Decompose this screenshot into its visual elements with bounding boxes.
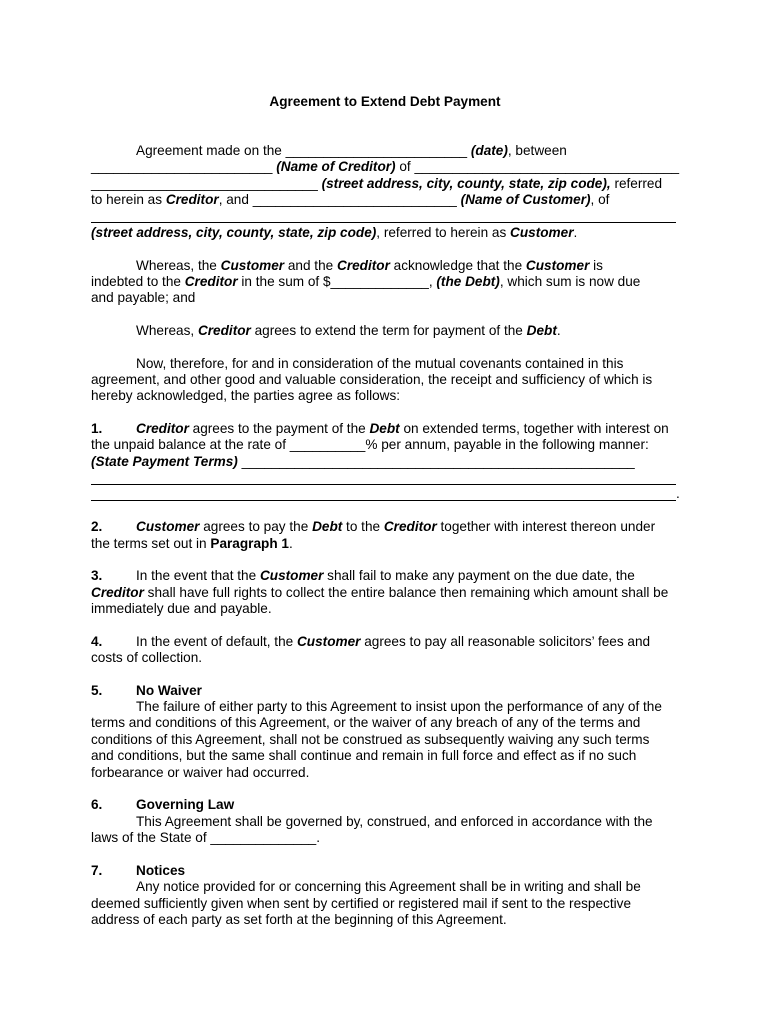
section-7-line-1: Any notice provided for or concerning this Agreement shall be in writing and shall be — [136, 879, 641, 894]
section-2-line-1 — [136, 519, 655, 535]
text: ____________________________________________________ — [237, 454, 635, 469]
text: In the event of default, the — [136, 634, 297, 649]
intro-line-6 — [91, 225, 577, 241]
term-debt: Debt — [312, 519, 343, 534]
intro-line-4 — [91, 192, 609, 208]
term-customer: Customer — [136, 519, 200, 534]
text: acknowledge that the — [389, 258, 526, 273]
text: , and ___________________________ — [218, 192, 461, 207]
blank-line — [91, 484, 676, 485]
term-creditor: Creditor — [184, 274, 238, 289]
blank-line — [91, 222, 676, 223]
whereas2-line — [136, 323, 561, 339]
text: , referred to herein as — [376, 225, 511, 240]
term-creditor: Creditor — [383, 519, 437, 534]
term-creditor: Creditor — [197, 323, 251, 338]
now-therefore-line-2: agreement, and other good and valuable consideration, the receipt and sufficiency of which is — [91, 372, 653, 387]
section-2-line-2 — [91, 536, 293, 552]
intro-line-2 — [91, 159, 679, 175]
document-title: Agreement to Extend Debt Payment — [269, 94, 501, 109]
section-5-line-4: and conditions, but the same shall continue and remain in full force and effect as if no such — [91, 748, 637, 763]
text: on extended terms, together with interest on — [399, 421, 669, 436]
section-3-line-1 — [136, 568, 635, 584]
section-6-heading: Governing Law — [136, 797, 235, 812]
text: , between — [507, 143, 567, 158]
whereas1-line-1 — [136, 258, 603, 274]
text: ______________________________ — [91, 176, 322, 191]
text: . — [573, 225, 578, 240]
section-4-line-2: costs of collection. — [91, 650, 203, 665]
term-debt: Debt — [369, 421, 400, 436]
text: shall fail to make any payment on the due date, the — [323, 568, 635, 583]
now-therefore-line-3: hereby acknowledged, the parties agree as follows: — [91, 388, 401, 403]
term-customer: Customer — [220, 258, 285, 273]
section-5-heading: No Waiver — [136, 683, 202, 698]
term-creditor: Creditor — [91, 585, 144, 600]
term-debt: (the Debt) — [436, 274, 500, 289]
section-3-line-2 — [91, 585, 668, 601]
section-1-line-1 — [136, 421, 669, 437]
section-4-line-1 — [136, 634, 650, 650]
section-1-number: 1. — [91, 421, 103, 436]
section-3-number: 3. — [91, 568, 103, 583]
term-customer: Customer — [510, 225, 574, 240]
text: is — [589, 258, 603, 273]
section-5-number: 5. — [91, 683, 103, 698]
text: in the sum of $_____________, — [237, 274, 437, 289]
text: In the event that the — [136, 568, 260, 583]
section-1-line-3 — [91, 454, 635, 470]
customer-name-placeholder: (Name of Customer) — [460, 192, 591, 207]
date-placeholder: (date) — [470, 143, 508, 158]
section-7-number: 7. — [91, 863, 103, 878]
text: , of — [590, 192, 610, 207]
text: together with interest thereon under — [436, 519, 656, 534]
section-7-heading: Notices — [136, 863, 186, 878]
term-customer: Customer — [525, 258, 590, 273]
intro-line-3 — [91, 176, 662, 192]
now-therefore-line-1: Now, therefore, for and in consideration of the mutual covenants contained in this — [136, 356, 624, 371]
text: agrees to extend the term for payment of the — [250, 323, 527, 338]
section-5-line-2: terms and conditions of this Agreement, or the waiver of any breach of any of the terms and — [91, 715, 641, 730]
term-debt: Debt — [526, 323, 557, 338]
term-creditor: Creditor — [165, 192, 219, 207]
text: shall have full rights to collect the entire balance then remaining which amount shall be — [143, 585, 669, 600]
text: agrees to pay all reasonable solicitors’ fees and — [360, 634, 651, 649]
section-1-end-dot: . — [676, 486, 680, 501]
section-6-number: 6. — [91, 797, 103, 812]
term-creditor: Creditor — [136, 421, 189, 436]
section-5-line-1: The failure of either party to this Agreement to insist upon the performance of any of the — [136, 699, 662, 714]
section-6-line-2: laws of the State of ______________. — [91, 830, 321, 845]
text: , which sum is now due — [499, 274, 641, 289]
text: ________________________ — [91, 159, 277, 174]
section-5-line-5: forbearance or waiver had occurred. — [91, 765, 310, 780]
text: to the — [342, 519, 384, 534]
section-4-number: 4. — [91, 634, 103, 649]
text: Agreement made on the ________________________ — [136, 143, 471, 158]
text: the terms set out in — [91, 536, 211, 551]
customer-address-placeholder: (street address, city, county, state, zip code) — [91, 225, 377, 240]
section-5-line-3: conditions of this Agreement, shall not be construed as subsequently waiving any such terms — [91, 732, 650, 747]
creditor-name-placeholder: (Name of Creditor) — [276, 159, 396, 174]
section-1-line-2: the unpaid balance at the rate of __________% per annum, payable in the following manner: — [91, 437, 649, 452]
text: agrees to pay the — [199, 519, 313, 534]
payment-terms-placeholder: (State Payment Terms) — [91, 454, 238, 469]
term-creditor: Creditor — [337, 258, 390, 273]
text: indebted to the — [91, 274, 185, 289]
intro-line-1 — [136, 143, 567, 159]
text: to herein as — [91, 192, 166, 207]
text: . — [288, 536, 293, 551]
whereas1-line-2 — [91, 274, 640, 290]
section-7-line-3: address of each party as set forth at the beginning of this Agreement. — [91, 912, 507, 927]
paragraph-reference: Paragraph 1 — [210, 536, 289, 551]
text: Whereas, — [136, 323, 198, 338]
text: agrees to the payment of the — [188, 421, 370, 436]
section-7-line-2: deemed sufficiently given when sent by certified or registered mail if sent to the respective — [91, 896, 631, 911]
blank-line — [91, 500, 676, 501]
text: and the — [284, 258, 337, 273]
section-6-line-1: This Agreement shall be governed by, construed, and enforced in accordance with the — [136, 814, 653, 829]
term-customer: Customer — [296, 634, 361, 649]
section-2-number: 2. — [91, 519, 103, 534]
creditor-address-placeholder: (street address, city, county, state, zip code), — [321, 176, 611, 191]
whereas1-line-3: and payable; and — [91, 290, 196, 305]
text: referred — [610, 176, 663, 191]
text: of ___________________________________ — [395, 159, 680, 174]
term-customer: Customer — [259, 568, 324, 583]
text: . — [556, 323, 561, 338]
section-3-line-3: immediately due and payable. — [91, 601, 272, 616]
text: Whereas, the — [136, 258, 221, 273]
